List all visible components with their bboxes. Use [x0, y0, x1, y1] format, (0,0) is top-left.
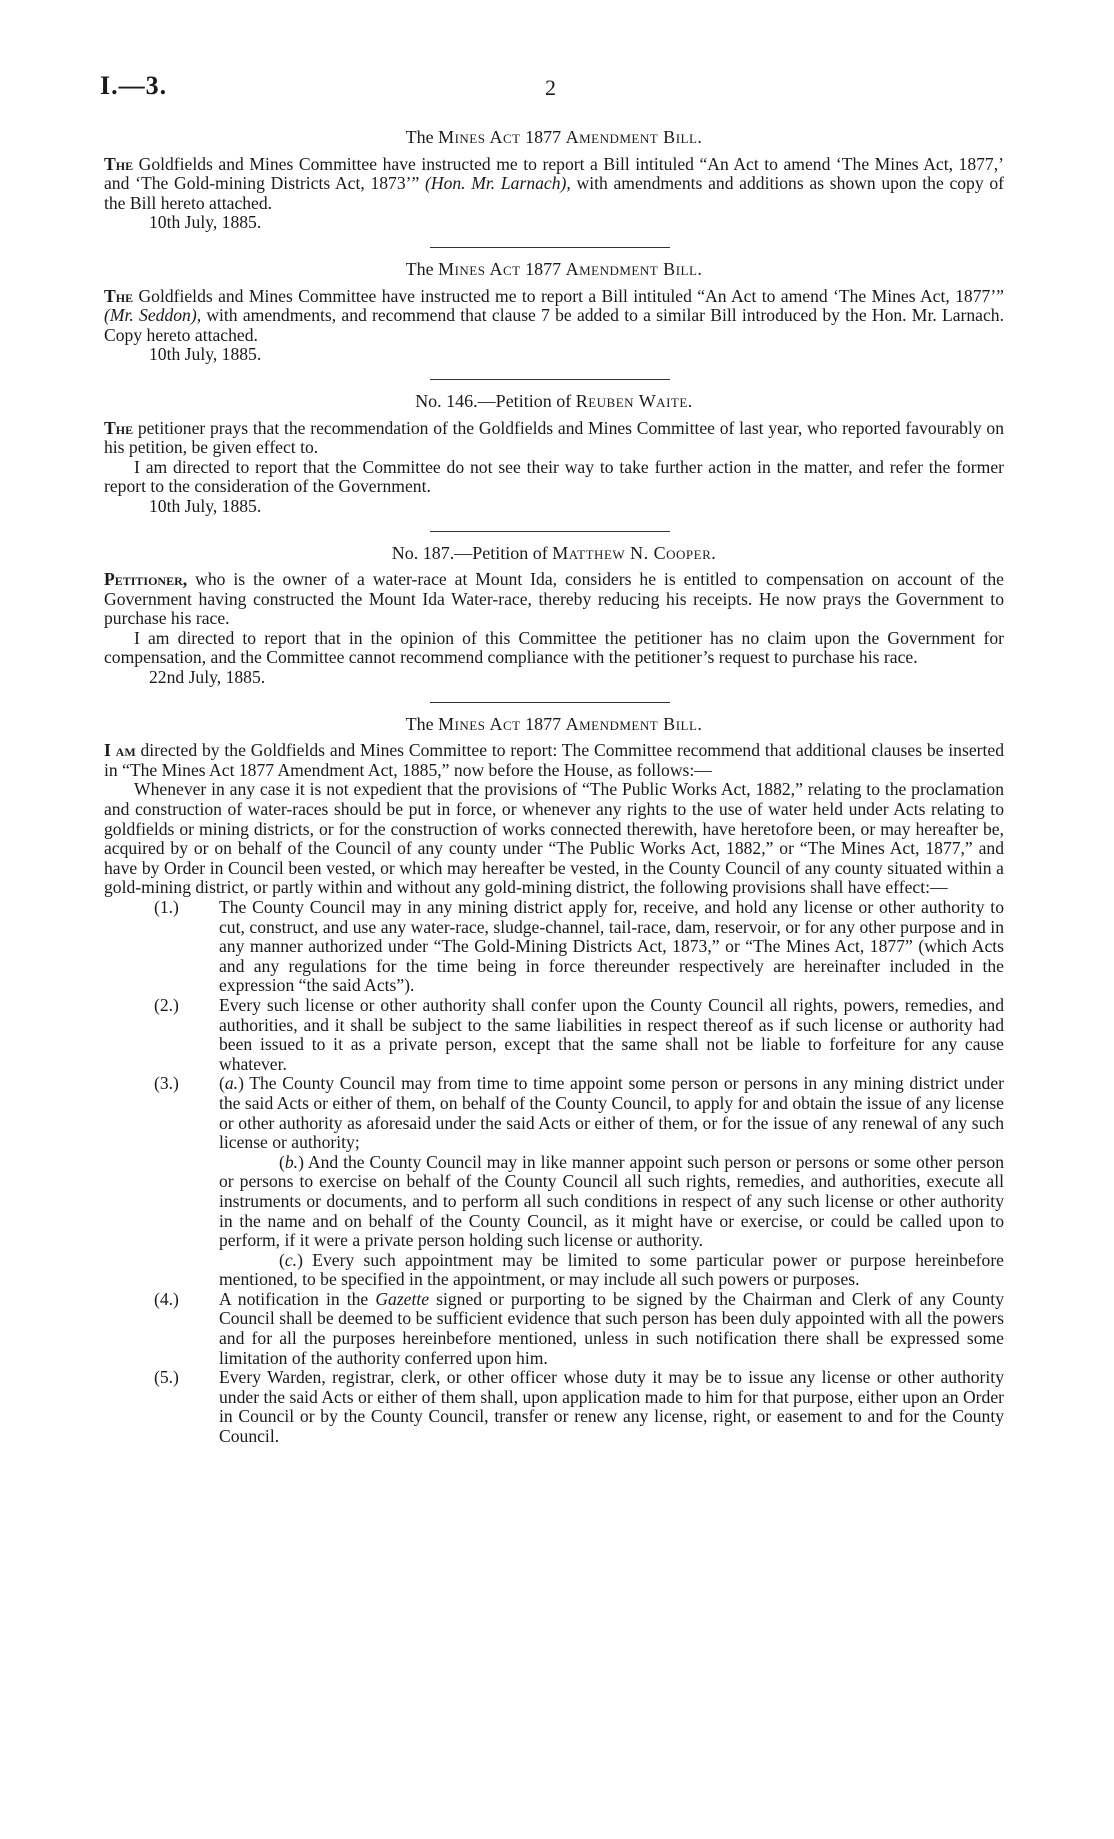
section-title: No. 146.—Petition of Reuben Waite. — [415, 390, 693, 411]
report-section-2 — [104, 260, 1004, 365]
petition-paragraph: Petitioner, who is the owner of a water-race at Mount Ida, considers he is entitled to compensation on account of the Government having constructed the Mount Ida Water-race, thereby reducing his receipts. He now prays the Government to purchase his race. — [104, 569, 1004, 629]
petition-section-146 — [104, 392, 1004, 517]
report-paragraph: The Goldfields and Mines Committee have instructed me to report a Bill intituled “An Act to amend ‘The Mines Act, 1877’” (Mr. Seddon), with amendments, and recommend that clause 7 be added to a similar Bill introduced by the Hon. Mr. Larnach. Copy hereto attached. — [104, 285, 1004, 345]
report-paragraph: I am directed by the Goldfields and Mines Committee to report: The Committee recommend that additional clauses be inserted in “The Mines Act 1877 Amendment Act, 1885,” now before the House, as follows:— — [104, 740, 1004, 780]
subclause-label: (a.) — [219, 1073, 244, 1094]
clause-1 — [104, 898, 1004, 996]
provision-preamble: Whenever in any case it is not expedient that the provisions of “The Public Works Act, 1882,” relating to the proclamation and construction of water-races should be put in force, or whenever any rights to the use of water held under Acts relating to goldfields or mining districts, or for the construction of works connected therewith, have heretofore been, or may hereafter be, acquired by or on behalf of the Council of any county under “The Public Works Act, 1882,” or “The Mines Act, 1877,” and have by Order in Council been vested, or which may hereafter be vested, in the County Council of any county situated within a gold-mining district, or partly within and without any gold-mining district, the following provisions shall have effect:— — [104, 779, 1004, 898]
paper-reference: I.—3. — [100, 71, 168, 100]
report-paragraph: The Goldfields and Mines Committee have instructed me to report a Bill intituled “An Act to amend ‘The Mines Act, 1877,’ and ‘The Gold-mining Districts Act, 1873’” (Hon. Mr. Larnach), with amendments and additions as shown upon the copy of the Bill hereto attached. — [104, 153, 1004, 213]
clause-3c: (c.) Every such appointment may be limited to some particular power or purpose hereinbefore mentioned, to be specified in the appointment, or may include all such powers or purposes. — [219, 1249, 1004, 1290]
report-section-1 — [104, 128, 1004, 233]
report-paragraph: I am directed to report that in the opinion of this Committee the petitioner has no claim upon the Government for compensation, and the Committee cannot recommend compliance with the petitioner’s request to purchase his race. — [104, 627, 1004, 668]
clause-number: (2.) — [154, 994, 179, 1015]
amendment-report-section — [104, 715, 1004, 1447]
document-body — [104, 128, 1004, 1447]
clause-text: Every such license or other authority shall confer upon the County Council all rights, powers, remedies, and authorities, and it shall be subject to the same liabilities in respect thereof as if such license or authority had been issued to it as a private person, except that the same shall not be liable to forfeiture for any cause whatever. — [219, 994, 1004, 1074]
clause-text: The County Council may in any mining district apply for, receive, and hold any license or other authority to cut, construct, and use any water-race, sludge-channel, tail-race, dam, reservoir, or for any other purpose and in any manner authorized under “The Gold-Mining Districts Act, 1873,” or “The Mines Act, 1877” (which Acts and any regulations for the time being in force thereunder respectively are hereinafter included in the expression “the said Acts”). — [219, 897, 1004, 996]
clause-5 — [104, 1368, 1004, 1446]
clause-3b: (b.) And the County Council may in like manner appoint such person or persons or some other person or persons to exercise on behalf of the County Council all such rights, remedies, and authorities, execute all instruments or documents, and to perform all such conditions in respect of any such license or other authority in the name and on behalf of the County Council, as it might have or exercise, or could be called upon to perform, if it were a private person holding such license or authority. — [219, 1151, 1004, 1251]
clause-2 — [104, 996, 1004, 1074]
section-title: The Mines Act 1877 Amendment Bill. — [405, 258, 703, 279]
subclause-label: (c.) — [279, 1249, 303, 1270]
section-title: The Mines Act 1877 Amendment Bill. — [405, 713, 703, 734]
clause-4: (4.) A notification in the Gazette signed or purporting to be signed by the Chairman and Clerk of any County Council shall be deemed to be sufficient evidence that such person has been duly appointed with all the powers and for all the purposes hereinbefore mentioned, unless in such notification there shall be expressed some limitation of the authority conferred upon him. — [154, 1288, 1004, 1368]
clause-number: (3.) — [154, 1073, 179, 1094]
subclause-label: (b.) — [279, 1151, 304, 1172]
report-paragraph: I am directed to report that the Committee do not see their way to take further action in the matter, and refer the former report to the consideration of the Government. — [104, 456, 1004, 497]
petition-paragraph: The petitioner prays that the recommendation of the Goldfields and Mines Committee of last year, who reported favourably on his petition, be given effect to. — [104, 417, 1004, 458]
section-title: No. 187.—Petition of Matthew N. Cooper. — [391, 542, 717, 563]
clause-text: Every Warden, registrar, clerk, or other officer whose duty it may be to issue any license or other authority under the said Acts or either of them shall, upon application made to him for that purpose, either upon an Order in Council or by the County Council, transfer or renew any license, right, or easement to and for the County Council. — [219, 1367, 1004, 1447]
report-date: 10th July, 1885. — [149, 495, 262, 516]
clause-3a — [104, 1074, 1004, 1152]
section-title: The Mines Act 1877 Amendment Bill. — [405, 127, 703, 147]
clause-text: The County Council may from time to time appoint some person or persons in any mining district under the said Acts or either of them, on behalf of the County Council, to apply for and obtain the issue of any license or other authority as aforesaid under the said Acts or either of them, or for the issue of any renewal of any such license or authority; — [219, 1073, 1004, 1153]
petition-section-187 — [104, 544, 1004, 688]
report-date: 10th July, 1885. — [149, 344, 262, 365]
report-date: 22nd July, 1885. — [149, 667, 266, 688]
clause-number: (5.) — [154, 1367, 179, 1388]
page-number: 2 — [545, 75, 556, 100]
report-date: 10th July, 1885. — [149, 212, 262, 233]
clause-number: (1.) — [154, 897, 179, 917]
clause-number: (4.) — [154, 1288, 179, 1309]
